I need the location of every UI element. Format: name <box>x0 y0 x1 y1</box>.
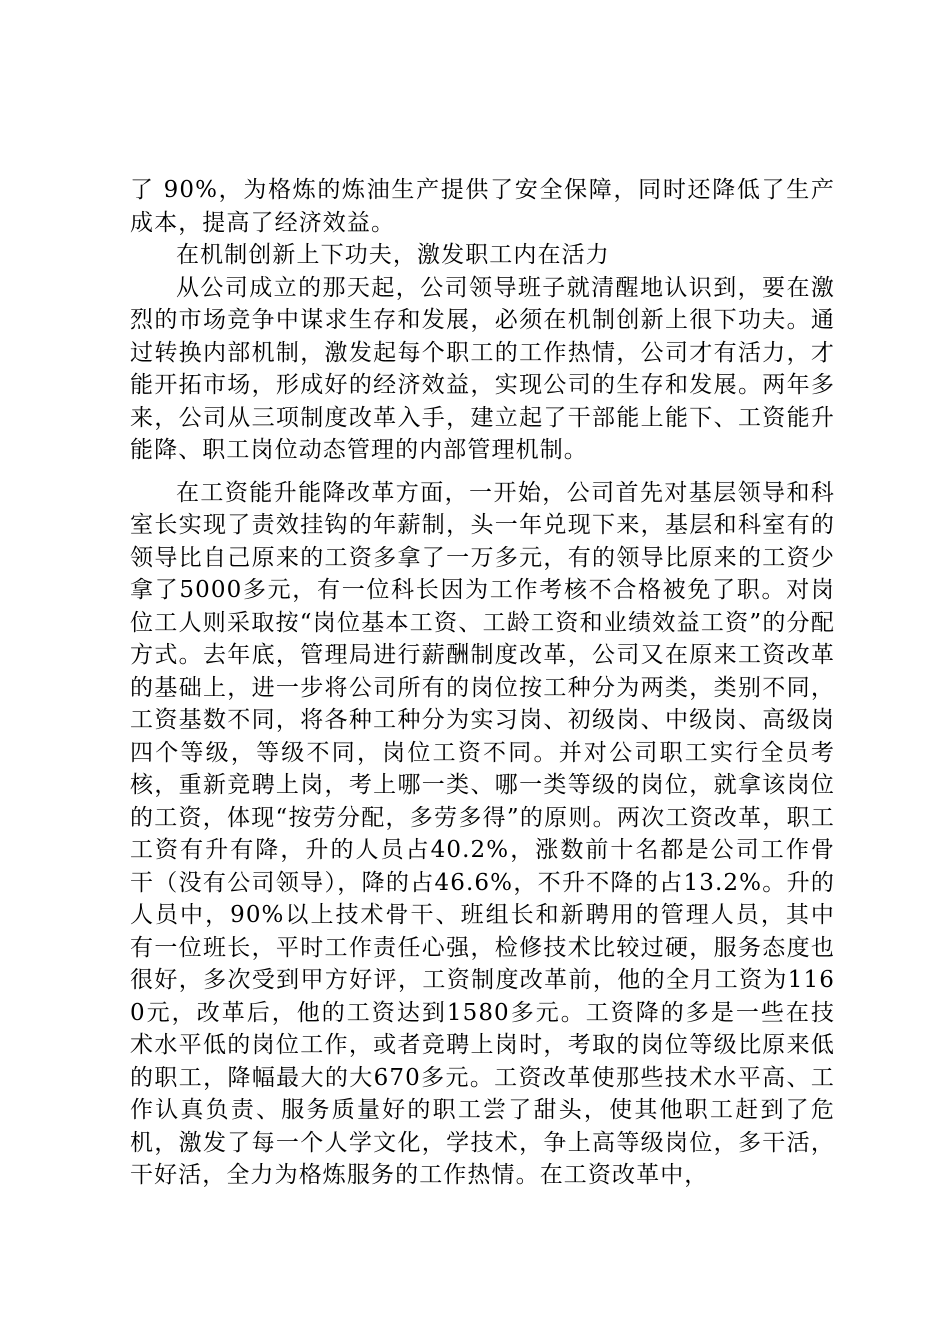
document-body <box>130 174 835 1192</box>
paragraph-continuation: 了 90%，为格炼的炼油生产提供了安全保障，同时还降低了生产成本，提高了经济效益。 <box>130 177 835 236</box>
paragraph-salary-reform: 在工资能升能降改革方面，一开始，公司首先对基层领导和科室长实现了责效挂钩的年薪制，头一年兑现下来，基层和科室有的领导比自己原来的工资多拿了一万多元，有的领导比原来的工资少拿了5000多元，有一位科长因为工作考核不合格被免了职。对岗位工人则采取按“岗位基本工资、工龄工资和业绩效益工资”的分配方式。去年底，管理局进行薪酬制度改革，公司又在原来工资改革的基础上，进一步将公司所有的岗位按工种分为两类，类别不同，工资基数不同，将各种工种分为实习岗、初级岗、中级岗、高级岗四个等级，等级不同，岗位工资不同。并对公司职工实行全员考核，重新竞聘上岗，考上哪一类、哪一类等级的岗位，就拿该岗位的工资，体现“按劳分配，多劳多得”的原则。两次工资改革，职工工资有升有降，升的人员占40.2%，涨数前十名都是公司工作骨干（没有公司领导），降的占46.6%，不升不降的占13.2%。升的人员中，90%以上技术骨干、班组长和新聘用的管理人员，其中有一位班长，平时工作责任心强，检修技术比较过硬，服务态度也很好，多次受到甲方好评，工资制度改革前，他的全月工资为1160元，改革后，他的工资达到1580多元。工资降的多是一些在技术水平低的岗位工作，或者竞聘上岗时，考取的岗位等级比原来低的职工，降幅最大的大670多元。工资改革使那些技术水平高、工作认真负责、服务质量好的职工尝了甜头，使其他职工赶到了危机，激发了每一个人学文化，学技术，争上高等级岗位，多干活，干好活，全力为格炼服务的工作热情。在工资改革中， <box>130 479 835 1188</box>
paragraph-mechanism-innovation: 从公司成立的那天起，公司领导班子就清醒地认识到，要在激烈的市场竞争中谋求生存和发展，必须在机制创新上很下功夫。通过转换内部机制，激发起每个职工的工作热情，公司才有活力，才能开拓市场，形成好的经济效益，实现公司的生存和发展。两年多来，公司从三项制度改革入手，建立起了干部能上能下、工资能升能降、职工岗位动态管理的内部管理机制。 <box>130 274 835 463</box>
section-heading: 在机制创新上下功夫，激发职工内在活力 <box>176 242 610 268</box>
